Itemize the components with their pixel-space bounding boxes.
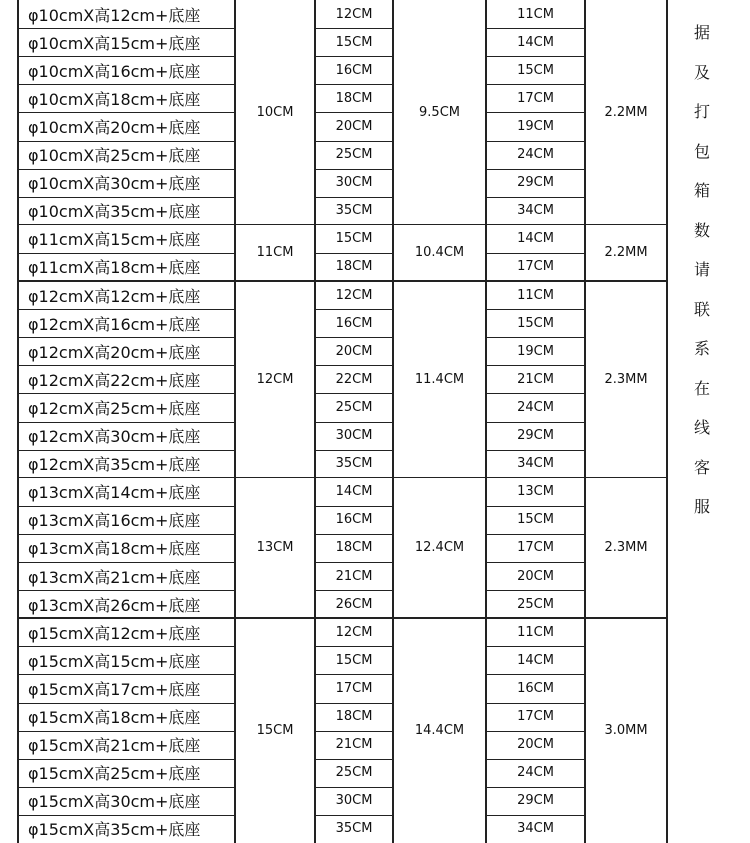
product-name: φ13cmX高14cm+底座 — [28, 483, 201, 503]
product-name: φ10cmX高12cm+底座 — [28, 5, 201, 25]
depth-value: 29CM — [517, 175, 554, 191]
height-value: 17CM — [335, 680, 373, 696]
height-value: 30CM — [335, 793, 373, 809]
height-value: 35CM — [335, 821, 373, 837]
depth-value: 17CM — [517, 540, 554, 556]
product-name: φ15cmX高18cm+底座 — [28, 708, 201, 728]
inner-diameter-value: 12.4CM — [414, 540, 465, 556]
depth-value: 20CM — [517, 737, 554, 753]
depth-value: 34CM — [517, 821, 554, 837]
height-value: 14CM — [335, 484, 373, 500]
side-note-char: 打 — [693, 102, 710, 121]
depth-value: 34CM — [517, 203, 554, 219]
product-name: φ15cmX高15cm+底座 — [28, 651, 201, 671]
product-name: φ13cmX高16cm+底座 — [28, 511, 201, 531]
product-name: φ15cmX高17cm+底座 — [28, 679, 201, 699]
height-value: 35CM — [335, 456, 373, 472]
depth-value: 17CM — [517, 709, 554, 725]
thickness-value: 2.2MM — [604, 245, 648, 261]
depth-value: 21CM — [517, 371, 554, 387]
depth-value: 34CM — [517, 456, 554, 472]
height-value: 25CM — [335, 147, 373, 163]
height-value: 16CM — [335, 62, 373, 78]
depth-value: 17CM — [517, 259, 554, 275]
depth-value: 15CM — [517, 315, 554, 331]
height-value: 22CM — [335, 371, 373, 387]
depth-value: 20CM — [517, 568, 554, 584]
height-value: 15CM — [335, 231, 373, 247]
depth-value: 24CM — [517, 399, 554, 415]
product-name: φ10cmX高25cm+底座 — [28, 146, 201, 166]
side-note-char: 请 — [693, 260, 710, 279]
product-name: φ10cmX高35cm+底座 — [28, 202, 201, 222]
product-name: φ15cmX高21cm+底座 — [28, 736, 201, 756]
product-name: φ12cmX高30cm+底座 — [28, 427, 201, 447]
depth-value: 11CM — [517, 624, 554, 640]
depth-value: 25CM — [517, 596, 554, 612]
height-value: 12CM — [335, 6, 373, 22]
product-name: φ10cmX高15cm+底座 — [28, 33, 201, 53]
height-value: 15CM — [335, 34, 373, 50]
height-value: 15CM — [335, 652, 373, 668]
depth-value: 24CM — [517, 147, 554, 163]
depth-value: 14CM — [517, 231, 554, 247]
diameter-value: 12CM — [256, 371, 294, 387]
depth-value: 29CM — [517, 428, 554, 444]
height-value: 21CM — [335, 737, 373, 753]
thickness-value: 2.3MM — [604, 540, 648, 556]
height-value: 21CM — [335, 568, 373, 584]
depth-value: 24CM — [517, 765, 554, 781]
depth-value: 14CM — [517, 34, 554, 50]
side-note-char: 联 — [693, 299, 710, 319]
depth-value: 19CM — [517, 343, 554, 359]
height-value: 18CM — [335, 540, 373, 556]
depth-value: 15CM — [517, 62, 554, 78]
product-name: φ12cmX高25cm+底座 — [28, 398, 201, 418]
product-name: φ15cmX高30cm+底座 — [28, 792, 201, 812]
inner-diameter-value: 9.5CM — [419, 104, 460, 120]
side-note-char: 及 — [693, 62, 710, 82]
depth-value: 29CM — [517, 793, 554, 809]
product-name: φ10cmX高30cm+底座 — [28, 174, 201, 194]
product-name: φ13cmX高21cm+底座 — [28, 567, 201, 587]
diameter-value: 15CM — [256, 723, 294, 739]
side-note-char: 据 — [693, 23, 710, 42]
column-line — [666, 0, 668, 843]
side-note-char: 箱 — [693, 181, 710, 200]
diameter-value: 10CM — [256, 104, 294, 120]
diameter-value: 11CM — [256, 245, 294, 261]
height-value: 30CM — [335, 175, 373, 191]
product-name: φ15cmX高12cm+底座 — [28, 623, 201, 643]
inner-diameter-value: 11.4CM — [414, 371, 465, 387]
product-name: φ10cmX高16cm+底座 — [28, 61, 201, 81]
product-name: φ12cmX高16cm+底座 — [28, 314, 201, 334]
depth-value: 15CM — [517, 512, 554, 528]
inner-diameter-value: 10.4CM — [414, 245, 465, 261]
depth-value: 19CM — [517, 118, 554, 134]
height-value: 25CM — [335, 399, 373, 415]
diameter-value: 13CM — [256, 540, 294, 556]
depth-value: 16CM — [517, 680, 554, 696]
product-name: φ10cmX高20cm+底座 — [28, 117, 201, 137]
side-note-char: 系 — [693, 339, 710, 358]
inner-diameter-value: 14.4CM — [414, 723, 465, 739]
depth-value: 13CM — [517, 484, 554, 500]
height-value: 12CM — [335, 624, 373, 640]
product-name: φ12cmX高35cm+底座 — [28, 455, 201, 475]
product-name: φ13cmX高26cm+底座 — [28, 595, 201, 615]
product-name: φ15cmX高25cm+底座 — [28, 764, 201, 784]
height-value: 18CM — [335, 709, 373, 725]
side-note-char: 服 — [693, 497, 710, 516]
height-value: 26CM — [335, 596, 373, 612]
product-name: φ12cmX高20cm+底座 — [28, 342, 201, 362]
depth-value: 11CM — [517, 287, 554, 303]
depth-value: 14CM — [517, 652, 554, 668]
height-value: 25CM — [335, 765, 373, 781]
depth-value: 17CM — [517, 90, 554, 106]
product-name: φ11cmX高15cm+底座 — [28, 230, 201, 250]
height-value: 18CM — [335, 90, 373, 106]
side-note-char: 客 — [693, 457, 710, 477]
product-name: φ12cmX高22cm+底座 — [28, 370, 201, 390]
product-name: φ13cmX高18cm+底座 — [28, 539, 201, 559]
product-name: φ11cmX高18cm+底座 — [28, 258, 201, 278]
side-note-char: 数 — [693, 220, 710, 240]
thickness-value: 3.0MM — [604, 723, 648, 739]
height-value: 18CM — [335, 259, 373, 275]
height-value: 20CM — [335, 343, 373, 359]
product-name: φ12cmX高12cm+底座 — [28, 286, 201, 306]
depth-value: 11CM — [517, 6, 554, 22]
side-note-char: 线 — [693, 418, 710, 437]
height-value: 16CM — [335, 512, 373, 528]
height-value: 30CM — [335, 428, 373, 444]
height-value: 12CM — [335, 287, 373, 303]
product-name: φ15cmX高35cm+底座 — [28, 820, 201, 840]
thickness-value: 2.3MM — [604, 371, 648, 387]
height-value: 20CM — [335, 118, 373, 134]
product-name: φ10cmX高18cm+底座 — [28, 89, 201, 109]
side-note-char: 在 — [693, 378, 710, 398]
thickness-value: 2.2MM — [604, 104, 648, 120]
height-value: 16CM — [335, 315, 373, 331]
side-note-char: 包 — [693, 141, 710, 161]
height-value: 35CM — [335, 203, 373, 219]
